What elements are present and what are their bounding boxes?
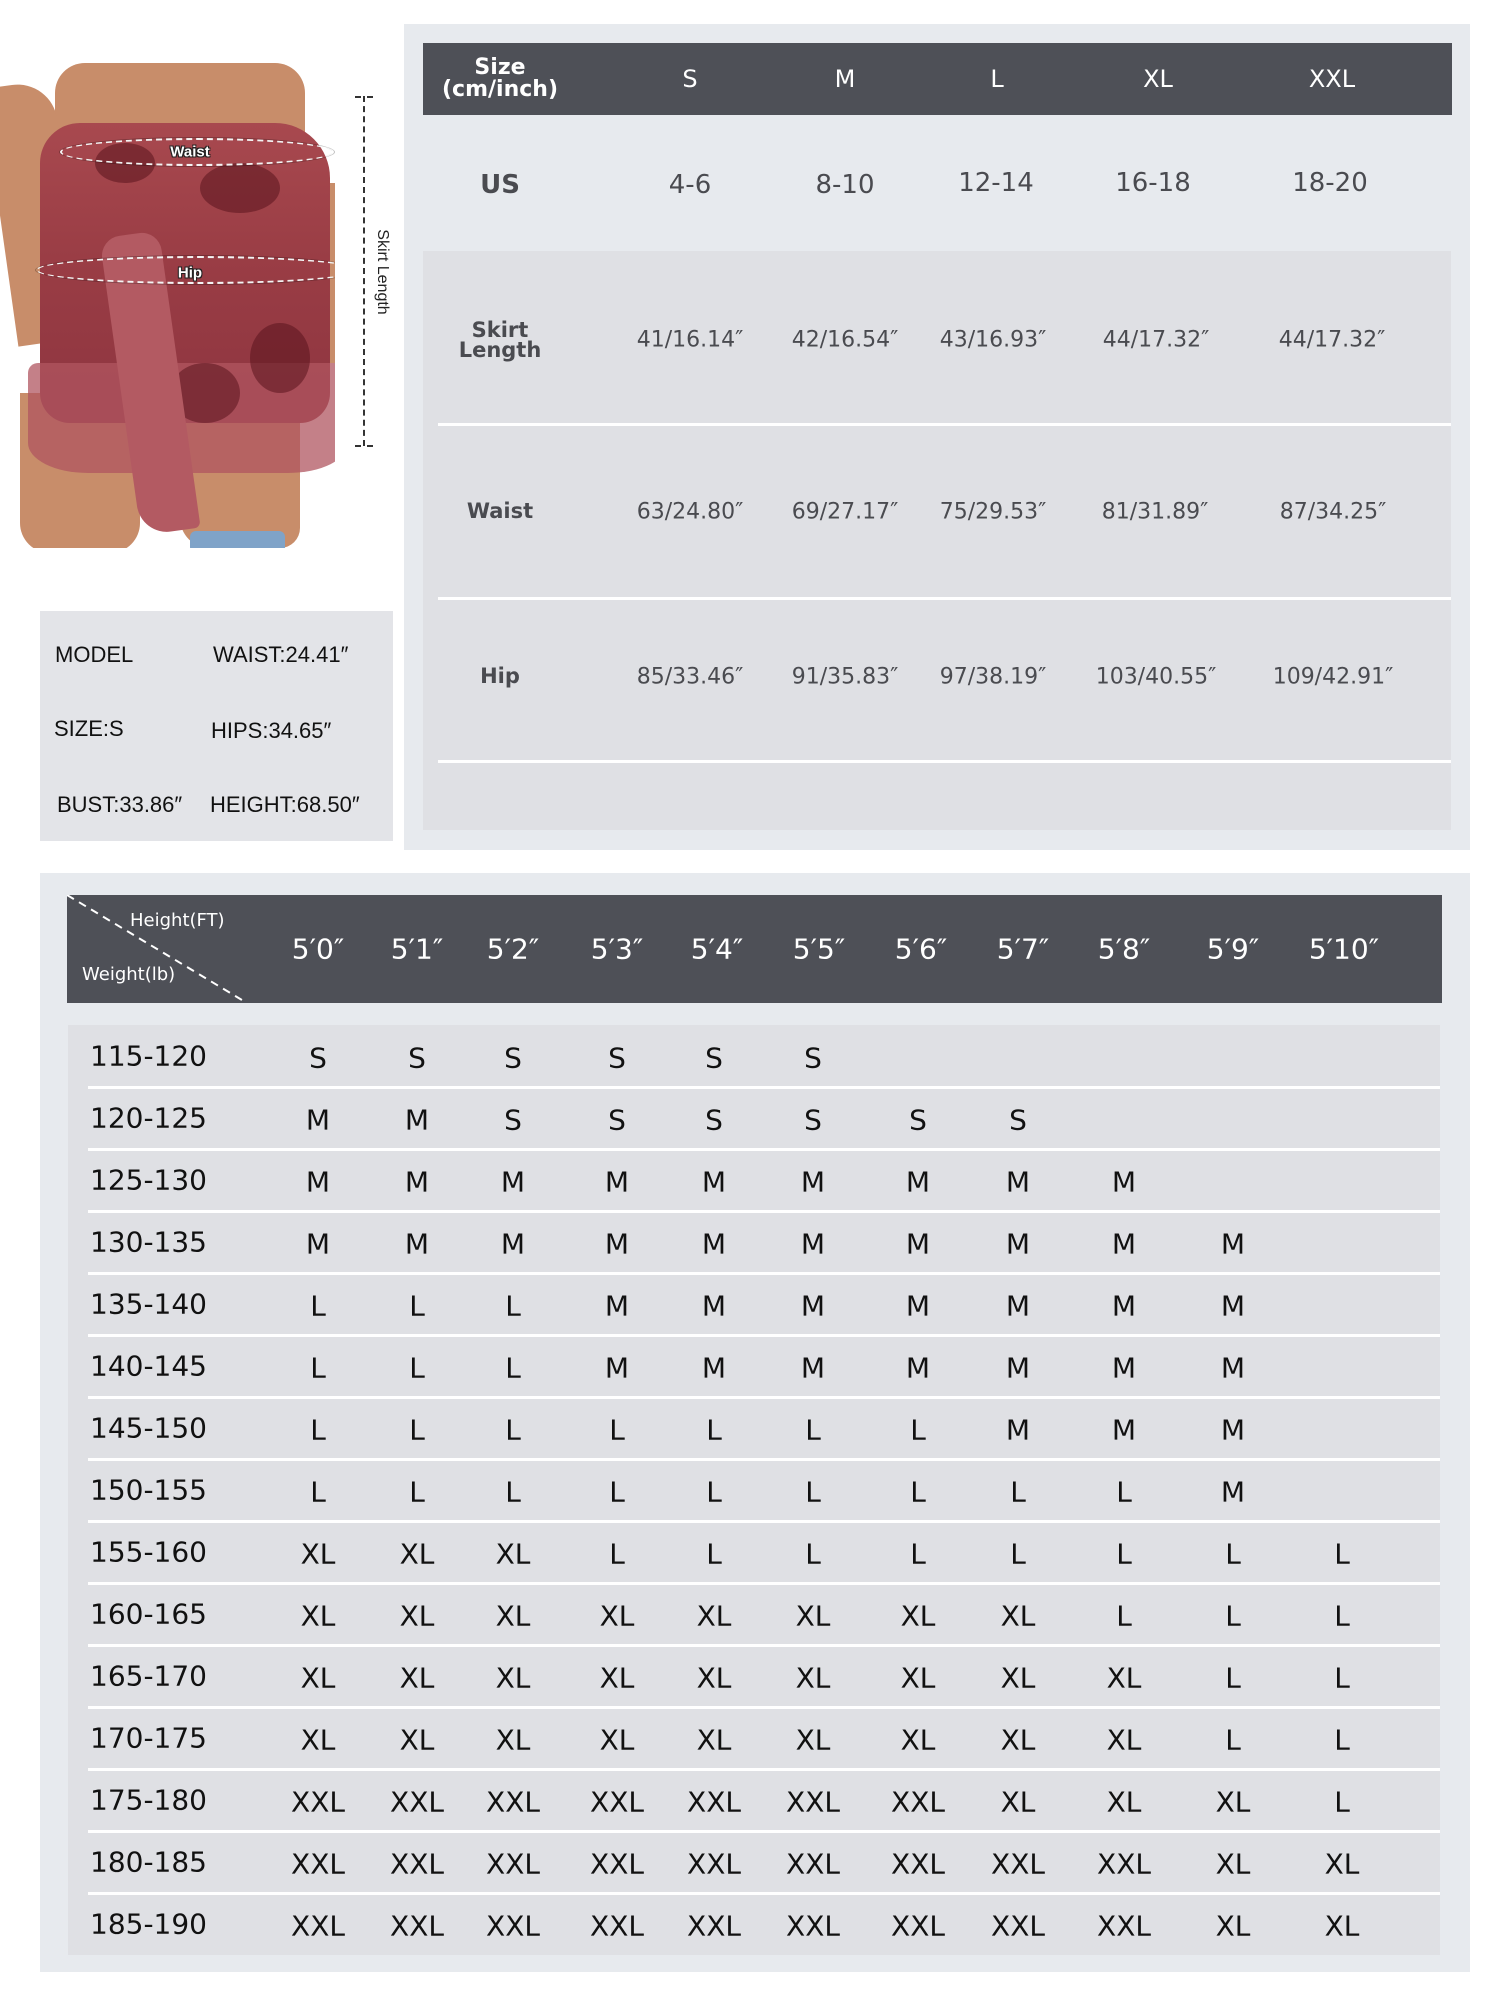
size-cell: L [910,1475,926,1509]
size-cell: XL [1106,1785,1142,1819]
size-cell: XL [300,1537,336,1571]
size-cell: L [805,1475,821,1509]
size-cell: L [805,1413,821,1447]
size-cell: L [1334,1723,1350,1757]
size-cell: XL [1324,1909,1360,1943]
cell: 75/29.53″ [939,499,1047,525]
size-cell: M [1111,1413,1137,1447]
size-cell: L [609,1475,625,1509]
model-bust: BUST:33.86″ [57,792,183,817]
weight-label: 115-120 [90,1039,207,1073]
cell: 103/40.55″ [1095,664,1217,690]
size-cell: XXL [291,1785,345,1819]
size-cell: XXL [786,1909,840,1943]
size-cell: S [504,1041,522,1075]
cell: 8-10 [815,170,875,200]
size-cell: XXL [590,1785,644,1819]
size-cell: L [706,1413,722,1447]
height-col: 5′10″ [1308,932,1380,966]
weight-label: 185-190 [90,1907,207,1941]
size-header-line1: Size [474,55,526,80]
cell: 44/17.32″ [1278,327,1386,353]
height-col: 5′7″ [996,932,1050,966]
size-cell: XL [1106,1661,1142,1695]
cell: 43/16.93″ [939,327,1047,353]
size-cell: S [309,1041,327,1075]
row-divider [88,1148,1440,1151]
size-cell: S [608,1041,626,1075]
size-cell: XL [696,1723,732,1757]
size-cell: XXL [486,1785,540,1819]
size-cell: XL [399,1599,435,1633]
boot [190,531,285,548]
model-waist: WAIST:24.41″ [213,642,349,667]
size-cell: XL [1000,1661,1036,1695]
size-cell: XXL [390,1785,444,1819]
row-label-line1: Skirt [471,318,529,342]
hip-label: Hip [177,264,203,282]
size-cell: M [905,1289,931,1323]
size-cell: XL [399,1661,435,1695]
size-cell: S [504,1103,522,1137]
size-cell: XL [696,1599,732,1633]
size-cell: M [800,1351,826,1385]
size-cell: M [305,1227,331,1261]
model-size: SIZE:S [54,716,124,741]
skirt-length-line [363,96,365,446]
size-cell: L [805,1537,821,1571]
height-col: 5′4″ [690,932,744,966]
row-divider [88,1086,1440,1089]
size-cell: L [706,1537,722,1571]
size-cell: M [500,1227,526,1261]
size-cell: XL [1215,1847,1251,1881]
row-divider [88,1520,1440,1523]
cell: 81/31.89″ [1101,499,1209,525]
cell: 91/35.83″ [791,664,899,690]
cell: 12-14 [958,168,1034,198]
row-divider [88,1644,1440,1647]
size-cell: XL [696,1661,732,1695]
size-cell: M [1220,1413,1246,1447]
size-cell: XXL [390,1847,444,1881]
product-photo [0,63,335,548]
height-col: 5′2″ [486,932,540,966]
size-cell: L [409,1289,425,1323]
size-cell: M [604,1165,630,1199]
size-cell: XXL [991,1847,1045,1881]
size-cell: M [701,1227,727,1261]
size-cell: XL [900,1723,936,1757]
size-col-l: L [990,65,1004,93]
size-cell: XXL [1097,1909,1151,1943]
model-hips: HIPS:34.65″ [211,718,332,743]
weight-label: 120-125 [90,1101,207,1135]
size-cell: L [409,1475,425,1509]
size-cell: S [608,1103,626,1137]
skirt-length-label: Skirt Length [374,229,391,315]
size-cell: XL [399,1537,435,1571]
size-cell: L [1334,1537,1350,1571]
cell: 42/16.54″ [791,327,899,353]
weight-label: 145-150 [90,1411,207,1445]
size-cell: M [800,1227,826,1261]
size-cell: M [701,1165,727,1199]
size-cell: M [604,1351,630,1385]
size-cell: M [404,1103,430,1137]
size-cell: L [1334,1599,1350,1633]
fit-chart-header [67,895,1442,1003]
size-cell: M [701,1351,727,1385]
size-cell: XXL [687,1847,741,1881]
model-info-box [40,611,393,841]
weight-label: 125-130 [90,1163,207,1197]
size-cell: XXL [486,1909,540,1943]
size-cell: L [609,1537,625,1571]
size-cell: M [1111,1165,1137,1199]
row-divider [88,1396,1440,1399]
size-cell: XXL [590,1847,644,1881]
row-divider [438,597,1451,600]
size-cell: M [1005,1351,1031,1385]
size-cell: M [500,1165,526,1199]
skirt-length-cap-top [355,96,373,98]
weight-label: 155-160 [90,1535,207,1569]
model-title: MODEL [55,642,134,667]
height-col: 5′3″ [590,932,644,966]
size-cell: XL [599,1723,635,1757]
size-header-label [442,43,558,115]
weight-label: 175-180 [90,1783,207,1817]
size-cell: XL [795,1661,831,1695]
size-cell: XXL [991,1909,1045,1943]
size-cell: XXL [891,1785,945,1819]
size-cell: XL [900,1599,936,1633]
row-divider [88,1768,1440,1771]
size-cell: XXL [786,1847,840,1881]
row-divider [88,1830,1440,1833]
size-cell: XXL [590,1909,644,1943]
size-cell: M [1005,1413,1031,1447]
size-cell: XL [495,1723,531,1757]
height-col: 5′9″ [1206,932,1260,966]
size-cell: S [804,1103,822,1137]
size-cell: XXL [486,1847,540,1881]
size-cell: L [1225,1537,1241,1571]
size-cell: L [1010,1537,1026,1571]
size-cell: L [706,1475,722,1509]
print-flower [200,163,280,213]
cell: 97/38.19″ [939,664,1047,690]
size-cell: L [910,1537,926,1571]
size-cell: S [1009,1103,1027,1137]
size-cell: L [1010,1475,1026,1509]
row-divider [88,1892,1440,1895]
size-cell: L [1225,1661,1241,1695]
weight-label: 165-170 [90,1659,207,1693]
row-label: Waist [466,499,534,523]
size-cell: L [310,1351,326,1385]
cell: 4-6 [668,170,712,200]
row-divider [88,1272,1440,1275]
size-cell: XXL [687,1909,741,1943]
size-cell: L [1225,1599,1241,1633]
row-label: US [480,170,520,200]
size-cell: XL [1106,1723,1142,1757]
size-cell: M [604,1289,630,1323]
size-cell: XXL [291,1909,345,1943]
row-label: Hip [480,664,520,688]
row-label-line2: Length [458,338,542,362]
size-cell: XL [1324,1847,1360,1881]
size-cell: XL [1000,1785,1036,1819]
size-cell: L [1334,1661,1350,1695]
size-cell: M [905,1351,931,1385]
size-cell: XXL [786,1785,840,1819]
size-cell: M [305,1103,331,1137]
cell: 69/27.17″ [791,499,899,525]
size-cell: L [1116,1475,1132,1509]
size-cell: XL [495,1599,531,1633]
size-cell: XL [1215,1909,1251,1943]
size-cell: XXL [1097,1847,1151,1881]
size-cell: XL [1000,1723,1036,1757]
size-cell: M [305,1165,331,1199]
row-divider [88,1458,1440,1461]
size-cell: XL [795,1599,831,1633]
cell: 85/33.46″ [636,664,744,690]
size-cell: XL [399,1723,435,1757]
cell: 18-20 [1292,168,1368,198]
size-col-s: S [682,65,698,93]
row-divider [88,1334,1440,1337]
size-cell: M [404,1165,430,1199]
size-cell: S [804,1041,822,1075]
size-cell: XL [599,1599,635,1633]
size-cell: M [604,1227,630,1261]
size-cell: L [409,1413,425,1447]
size-col-xl: XL [1143,65,1173,93]
size-cell: XL [300,1599,336,1633]
size-cell: S [705,1041,723,1075]
weight-label: 180-185 [90,1845,207,1879]
size-cell: XL [1000,1599,1036,1633]
size-cell: M [905,1227,931,1261]
cell: 63/24.80″ [636,499,744,525]
row-divider [438,760,1451,763]
size-cell: L [505,1289,521,1323]
size-cell: XXL [891,1847,945,1881]
weight-label: 170-175 [90,1721,207,1755]
size-cell: XXL [687,1785,741,1819]
cell: 41/16.14″ [636,327,744,353]
height-col: 5′5″ [792,932,846,966]
size-cell: XL [495,1537,531,1571]
size-cell: L [1334,1785,1350,1819]
size-cell: XL [900,1661,936,1695]
print-flower [250,323,310,393]
size-cell: L [310,1475,326,1509]
size-cell: M [905,1165,931,1199]
height-col: 5′1″ [390,932,444,966]
size-cell: S [705,1103,723,1137]
size-cell: M [1005,1289,1031,1323]
size-cell: L [409,1351,425,1385]
skirt-length-cap-bottom [355,445,373,447]
size-cell: M [404,1227,430,1261]
size-cell: XL [1215,1785,1251,1819]
row-label [459,320,542,360]
size-header-line2: (cm/inch) [441,77,559,102]
cell: 16-18 [1115,168,1191,198]
size-cell: XXL [390,1909,444,1943]
size-cell: M [800,1289,826,1323]
corner-weight-label: Weight(lb) [82,964,176,985]
model-height: HEIGHT:68.50″ [210,792,360,817]
size-cell: L [505,1413,521,1447]
size-cell: M [1220,1475,1246,1509]
height-col: 5′8″ [1097,932,1151,966]
cell: 109/42.91″ [1272,664,1394,690]
size-cell: XL [599,1661,635,1695]
row-divider [88,1582,1440,1585]
size-cell: M [701,1289,727,1323]
height-col: 5′6″ [894,932,948,966]
size-cell: XXL [891,1909,945,1943]
size-cell: L [505,1475,521,1509]
size-cell: L [1225,1723,1241,1757]
size-cell: XL [300,1723,336,1757]
height-col: 5′0″ [291,932,345,966]
size-cell: M [1005,1227,1031,1261]
size-cell: L [609,1413,625,1447]
weight-label: 140-145 [90,1349,207,1383]
weight-label: 130-135 [90,1225,207,1259]
size-cell: S [408,1041,426,1075]
row-divider [438,423,1451,426]
waist-label: Waist [170,143,210,161]
size-cell: M [1111,1351,1137,1385]
size-cell: XL [300,1661,336,1695]
cell: 87/34.25″ [1279,499,1387,525]
size-cell: S [909,1103,927,1137]
corner-height-label: Height(FT) [130,910,225,931]
size-cell: M [1111,1289,1137,1323]
size-col-m: M [834,65,856,93]
size-cell: M [1220,1289,1246,1323]
size-cell: M [800,1165,826,1199]
size-cell: M [1111,1227,1137,1261]
size-cell: XL [495,1661,531,1695]
weight-label: 150-155 [90,1473,207,1507]
size-cell: L [1116,1537,1132,1571]
size-cell: XL [795,1723,831,1757]
weight-label: 160-165 [90,1597,207,1631]
size-chart-header [423,43,1452,115]
cell: 44/17.32″ [1102,327,1210,353]
size-cell: M [1220,1227,1246,1261]
weight-label: 135-140 [90,1287,207,1321]
size-cell: M [1220,1351,1246,1385]
row-divider [88,1210,1440,1213]
size-cell: L [310,1289,326,1323]
size-cell: L [1116,1599,1132,1633]
size-cell: L [310,1413,326,1447]
size-cell: M [1005,1165,1031,1199]
row-divider [88,1706,1440,1709]
size-cell: L [910,1413,926,1447]
size-cell: XXL [291,1847,345,1881]
size-cell: L [505,1351,521,1385]
size-col-xxl: XXL [1308,65,1356,93]
